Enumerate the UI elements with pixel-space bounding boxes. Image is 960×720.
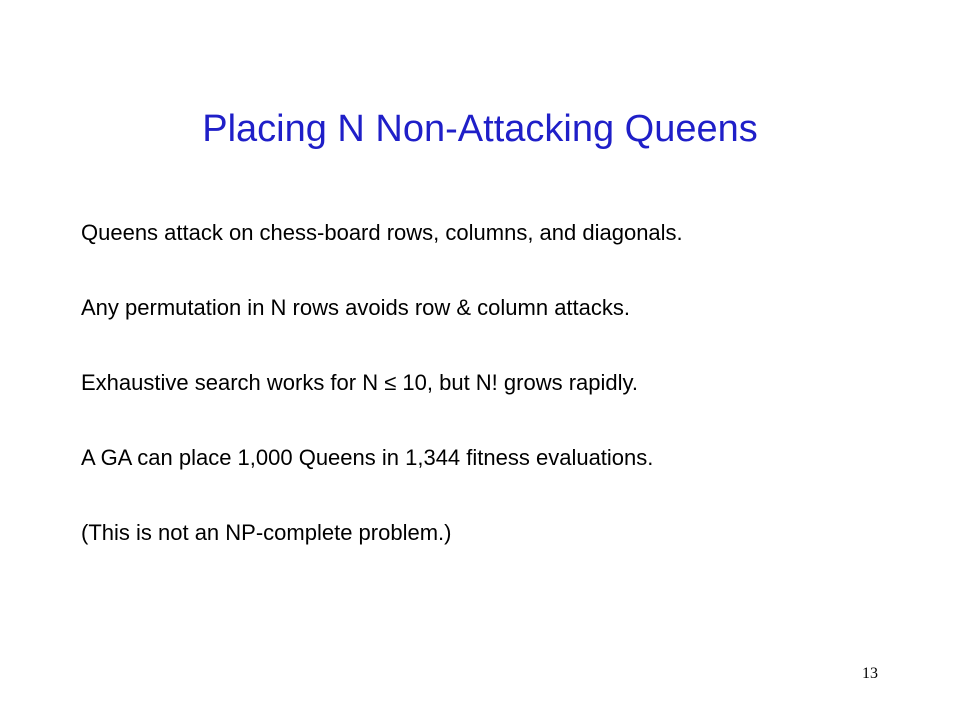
bullet-item: A GA can place 1,000 Queens in 1,344 fitness evaluations. <box>81 445 654 470</box>
bullet-item: Exhaustive search works for N ≤ 10, but N! grows rapidly. <box>81 370 638 395</box>
bullet-list <box>81 217 683 592</box>
slide-title: Placing N Non-Attacking Queens <box>202 108 758 150</box>
page-number: 13 <box>862 665 878 682</box>
bullet-item: Any permutation in N rows avoids row & column attacks. <box>81 295 631 320</box>
bullet-item: Queens attack on chess-board rows, columns, and diagonals. <box>81 220 683 245</box>
bullet-item: (This is not an NP-complete problem.) <box>81 520 452 545</box>
